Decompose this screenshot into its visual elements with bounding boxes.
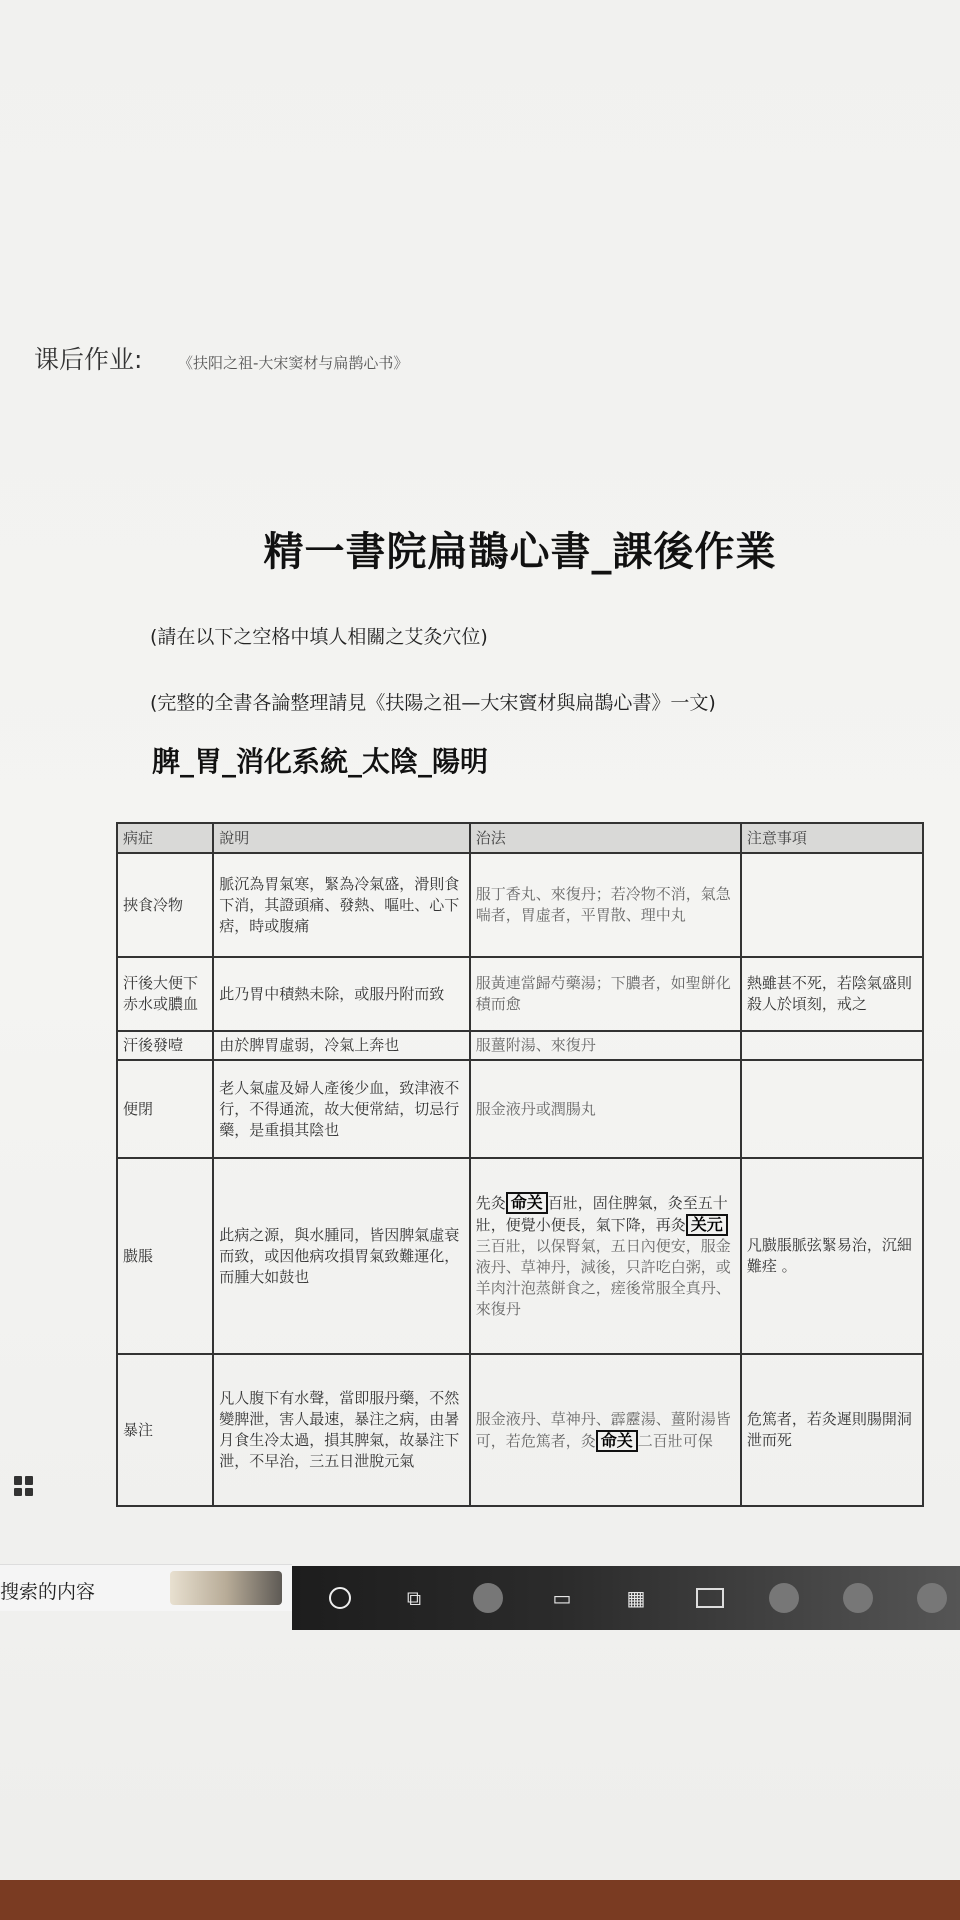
- description-cell: 由於脾胃虛弱，冷氣上奔也: [213, 1031, 469, 1060]
- instruction-note: (請在以下之空格中填人相關之艾灸穴位): [150, 626, 488, 648]
- chrome-icon[interactable]: [758, 1576, 810, 1620]
- treatment-text: 百壯，固住脾氣，灸至五十壯，便覺小便長，氣下降，再灸: [475, 1194, 728, 1234]
- notes-cell: 熱雖甚不死，若陰氣盛則殺人於頃刻，戒之: [741, 957, 923, 1031]
- search-illustration: [170, 1571, 282, 1605]
- homework-label: 课后作业:: [34, 345, 143, 374]
- acupoint-stamp: 命关: [506, 1192, 548, 1214]
- treatment-cell: 服金液丹或潤腸丸: [470, 1060, 741, 1158]
- acupoint-stamp: 命关: [596, 1430, 638, 1452]
- store-icon[interactable]: ▦: [626, 1586, 646, 1610]
- treatment-cell: 服丁香丸、來復丹；若冷物不消，氣急喘者，胃虛者，平胃散、理中丸: [470, 853, 741, 957]
- header-symptom: 病症: [117, 823, 213, 853]
- description-cell: 此乃胃中積熱未除，或服丹附而致: [213, 957, 469, 1031]
- file-explorer-icon[interactable]: ▭: [552, 1586, 572, 1610]
- symptom-cell: 暴注: [117, 1354, 213, 1506]
- symptom-cell: 便閉: [117, 1060, 213, 1158]
- wechat-icon[interactable]: [906, 1576, 958, 1620]
- table-row: [117, 957, 923, 1031]
- treatment-cell: 服薑附湯、來復丹: [470, 1031, 741, 1060]
- cortana-icon[interactable]: [314, 1576, 366, 1620]
- table-row: [117, 853, 923, 957]
- notes-cell: [741, 853, 923, 957]
- search-placeholder: 搜索的内容: [0, 1581, 96, 1603]
- table-row: [117, 1158, 923, 1354]
- notes-cell: 凡臌脹脈弦緊易治，沉細難痊 。: [741, 1158, 923, 1354]
- grid-icon[interactable]: [14, 1476, 34, 1496]
- acupoint-stamp: 关元: [686, 1214, 728, 1236]
- table-header-row: [117, 823, 923, 853]
- table-row: [117, 1354, 923, 1506]
- homework-table: [116, 822, 924, 1507]
- description-cell: 脈沉為胃氣寒，緊為冷氣盛，滑則食下消，其證頭痛、發熱、嘔吐、心下痞，時或腹痛: [213, 853, 469, 957]
- mail-icon[interactable]: [684, 1576, 736, 1620]
- treatment-cell: 服黃連當歸芍藥湯；下膿者，如聖餅化積而愈: [470, 957, 741, 1031]
- reference-note: (完整的全書各論整理請見《扶陽之祖—大宋竇材與扁鵲心書》一文): [150, 692, 716, 714]
- symptom-cell: 臌脹: [117, 1158, 213, 1354]
- treatment-cell: [470, 1158, 741, 1354]
- symptom-cell: 挾食冷物: [117, 853, 213, 957]
- notes-cell: [741, 1031, 923, 1060]
- task-view-icon[interactable]: ⧉: [406, 1586, 422, 1610]
- notes-cell: 危篤者，若灸遲則腸開洞泄而死: [741, 1354, 923, 1506]
- treatment-text: 三百壯，以保腎氣，五日內便安，服金液丹、草神丹，減後，只許吃白粥，或羊肉汁泡蒸餅食之，瘥後常服全真丹、來復丹: [475, 1237, 731, 1318]
- taskbar-search-box[interactable]: [0, 1564, 292, 1611]
- section-heading: 脾_胃_消化系統_太陰_陽明: [152, 745, 489, 778]
- header-description: 說明: [213, 823, 469, 853]
- treatment-text: 二百壯可保: [637, 1431, 713, 1450]
- treatment-text: 服金液丹、草神丹、霹靂湯、薑附湯皆可，若危篤者，灸: [475, 1409, 731, 1450]
- homework-reference: 《扶阳之祖-大宋窦材与扁鹊心书》: [178, 354, 409, 372]
- background-floor: [0, 1880, 960, 1920]
- browser-icon[interactable]: [462, 1576, 514, 1620]
- symptom-cell: 汗後發噎: [117, 1031, 213, 1060]
- notes-cell: [741, 1060, 923, 1158]
- description-cell: 老人氣虛及婦人產後少血，致津液不行，不得通流，故大便常結，切忌行藥，是重損其陰也: [213, 1060, 469, 1158]
- header-notes: 注意事項: [741, 823, 923, 853]
- description-cell: 此病之源，與水腫同，皆因脾氣虛衰而致，或因他病攻損胃氣致難運化，而腫大如鼓也: [213, 1158, 469, 1354]
- treatment-text: 先灸: [475, 1194, 506, 1212]
- document-title: 精一書院扁鵲心書_課後作業: [263, 529, 777, 575]
- symptom-cell: 汗後大便下赤水或膿血: [117, 957, 213, 1031]
- table-row: [117, 1031, 923, 1060]
- edge-icon[interactable]: [832, 1576, 884, 1620]
- table-row: [117, 1060, 923, 1158]
- taskbar: [292, 1566, 960, 1630]
- treatment-cell: [470, 1354, 741, 1506]
- description-cell: 凡人腹下有水聲，當即服丹藥，不然變脾泄，害人最速，暴注之病，由暑月食生冷太過，損其脾氣，故暴注下泄，不早治，三五日泄脫元氣: [213, 1354, 469, 1506]
- header-treatment: 治法: [470, 823, 741, 853]
